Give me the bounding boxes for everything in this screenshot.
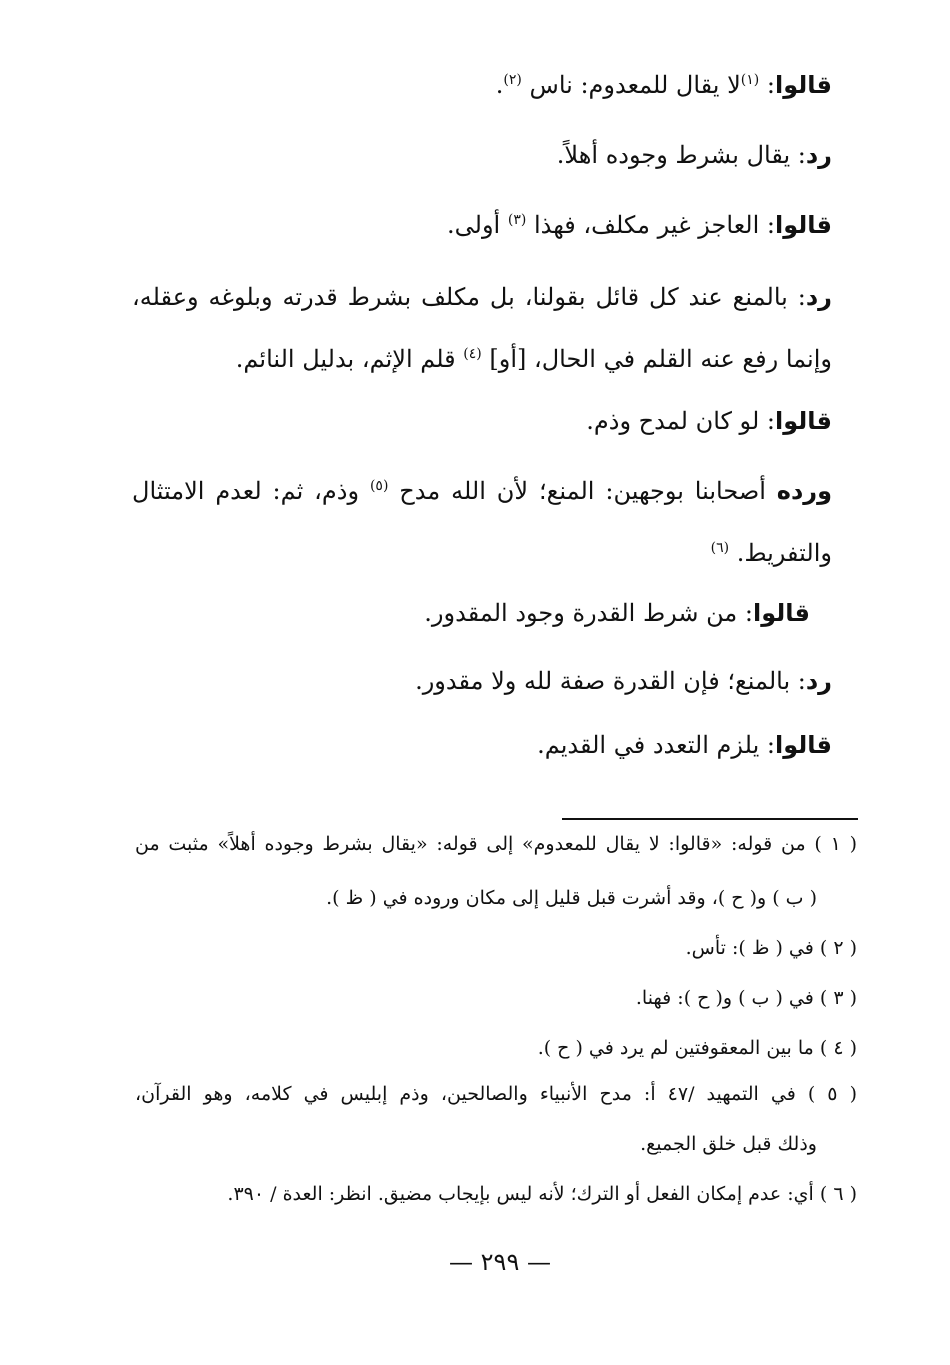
line-text: : بالمنع؛ فإن القدرة صفة لله ولا مقدور.	[415, 667, 806, 695]
line-text: لا يقال للمعدوم: ناس	[521, 71, 741, 99]
footnote-line: ( ٤ ) ما بين المعقوفتين لم يرد في ( ح ).	[537, 1037, 857, 1059]
line-text: والتفريط.	[729, 539, 832, 567]
line-lead: رد	[805, 667, 832, 695]
text-line	[586, 404, 832, 438]
line-text: وذم، ثم: لعدم الامتثال	[132, 477, 370, 505]
footnote-ref[interactable]: (٥)	[369, 478, 389, 494]
footnote-ref[interactable]: (٦)	[710, 540, 730, 556]
line-text: : لو كان لمدح وذم.	[586, 407, 775, 435]
footnote-ref[interactable]: (٣)	[507, 212, 527, 228]
line-text: : يلزم التعدد في القديم.	[537, 731, 775, 759]
line-text: : من شرط القدرة وجود المقدور.	[424, 599, 753, 627]
line-lead: ورده	[776, 477, 832, 505]
text-line	[537, 728, 832, 762]
footnote-ref[interactable]: (٢)	[503, 72, 522, 88]
footnote-ref[interactable]: (٤)	[463, 346, 482, 362]
text-line	[496, 68, 832, 102]
line-text: .	[495, 71, 504, 99]
line-lead: قالوا	[774, 71, 832, 99]
text-line	[132, 474, 832, 508]
footnote-ref[interactable]: (١)	[740, 72, 760, 88]
text-line	[132, 280, 832, 314]
line-text: : يقال بشرط وجوده أهلاً.	[556, 141, 806, 169]
footnote-line: ( ٢ ) في ( ظ ): تأس.	[685, 937, 857, 959]
text-line	[236, 342, 832, 376]
line-text: قلم الإثم، بدليل النائم.	[235, 345, 464, 373]
line-text: :	[759, 71, 775, 99]
footnote-separator	[562, 818, 858, 820]
line-lead: قالوا	[774, 407, 832, 435]
line-text: : بالمنع عند كل قائل بقولنا، بل مكلف بشرط قدرته وبلوغه وعقله،	[132, 283, 806, 311]
page-number: — ٢٩٩ —	[449, 1248, 551, 1276]
line-lead: رد	[805, 283, 832, 311]
line-lead: رد	[805, 141, 832, 169]
line-lead: قالوا	[752, 599, 810, 627]
footnote-line: وذلك قبل خلق الجميع.	[640, 1133, 817, 1155]
footnote-line: ( ١ ) من قوله: «قالوا: لا يقال للمعدوم» إلى قوله: «يقال بشرط وجوده أهلاً» مثبت من	[135, 833, 857, 855]
line-text: وإنما رفع عنه القلم في الحال، [أو]	[481, 345, 832, 373]
footnote-line: ( ٣ ) في ( ب ) و( ح ): فهنا.	[635, 987, 857, 1009]
line-text: أصحابنا بوجهين: المنع؛ لأن الله مدح	[388, 477, 777, 505]
footnote-line: ( ٦ ) أي: عدم إمكان الفعل أو الترك؛ لأنه ليس بإيجاب مضيق. انظر: العدة / ٣٩٠.	[227, 1183, 857, 1205]
text-line	[711, 536, 832, 570]
text-line	[415, 664, 832, 698]
line-text: : العاجز غير مكلف، فهذا	[526, 211, 775, 239]
text-line	[557, 138, 832, 172]
line-lead: قالوا	[774, 731, 832, 759]
footnote-line: ( ٥ ) في التمهيد /٤٧ أ: مدح الأنبياء والصالحين، وذم إبليس في كلامه، وهو القرآن،	[135, 1083, 857, 1105]
line-lead: قالوا	[774, 211, 832, 239]
text-line	[447, 208, 832, 242]
text-line	[424, 596, 810, 630]
footnote-line: ( ب ) و( ح )، وقد أشرت قبل قليل إلى مكان وروده في ( ظ ).	[326, 887, 817, 909]
line-text: أولى.	[447, 211, 508, 239]
